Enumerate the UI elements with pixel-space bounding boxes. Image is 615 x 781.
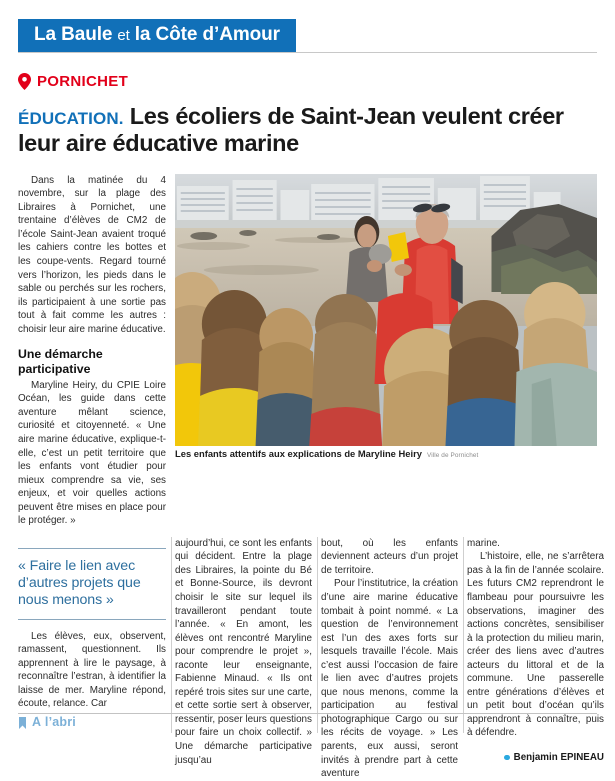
bottom-teaser-label: À l’abri	[32, 716, 76, 729]
paragraph: bout, où les enfants deviennent acteurs d’un projet de territoire.	[321, 537, 458, 576]
headline-text: Les écoliers de Saint-Jean veulent créer leur aire éducative marine	[18, 103, 564, 157]
photo-credit: Ville de Pornichet	[426, 451, 479, 459]
column-two-body	[175, 537, 312, 767]
article-subheading: Une démarche participative	[18, 347, 103, 376]
column-divider	[317, 537, 318, 733]
column-three	[321, 537, 458, 781]
paragraph: Les élèves, eux, observent, ramassent, questionnent. Ils apprennent à lire le paysage, à reconnaître l’estran, à identifier la laisse de mer. Maryline répond, écoute, relance. Car	[18, 630, 166, 710]
byline-name: Benjamin EPINEAU	[513, 751, 604, 763]
column-one-bottom	[18, 537, 166, 781]
paragraph: Maryline Heiry, du CPIE Loire Océan, les guide dans cette aventure mêlant science, curiosité et citoyenneté. « Une aire marine éducative, explique-t-elle, c’est un petit territoire que les enfants vont étudier pour mieux comprendre sa vie, ses enjeux, et voir quelles actions peuvent être mises en place pour le protéger. »	[18, 379, 166, 527]
paragraph: aujourd’hui, ce sont les enfants qui décident. Entre la plage des Libraires, la pointe du Bé et Bonne-Source, ils devront choisir le site sur lequel ils travailleront pendant toute l’année. « En amont, les élèves ont rencontré Maryline pour comprendre le projet », raconte leur enseignante, Fabienne Minaud. « Ils ont repéré trois sites sur une carte, et cette sortie sert à observer, ressentir, poser leurs questions pour faire un choix collectif. » Une démarche participative jusqu’au	[175, 537, 312, 766]
locality-line	[18, 72, 597, 90]
photo-block	[175, 174, 597, 528]
column-four	[467, 537, 604, 781]
article-byline	[467, 752, 604, 763]
article-photo	[175, 174, 597, 446]
article-columns	[18, 537, 604, 781]
section-banner-wrapper	[18, 0, 597, 53]
top-content-area	[18, 174, 597, 528]
bottom-divider	[18, 713, 597, 714]
byline-bullet-icon	[504, 755, 510, 761]
column-two	[175, 537, 312, 781]
headline-kicker: ÉDUCATION.	[18, 109, 124, 128]
banner-text-primary: La Baule	[34, 24, 113, 45]
column-divider	[171, 537, 172, 733]
pull-quote: « Faire le lien avec d’autres projets que nous menons »	[18, 548, 166, 620]
column-divider	[463, 537, 464, 733]
column-one-body	[18, 174, 166, 528]
column-four-body	[467, 537, 604, 740]
photo-caption: Les enfants attentifs aux explications de Maryline Heiry	[175, 447, 422, 459]
bookmark-icon	[18, 716, 27, 728]
article-headline	[18, 103, 597, 158]
banner-text-secondary: la Côte d’Amour	[134, 24, 280, 45]
paragraph: L’histoire, elle, ne s’arrêtera pas à la fin de l’année scolaire. Les futurs CM2 reprendront le flambeau pour poursuivre les observations, imaginer des actions concrètes, sensibiliser à la protection du milieu marin, créer des liens avec d’autres acteurs du littoral et de la commune. Une passerelle entre générations d’élèves et un petit bout d’océan qu’ils apprendront à connaître, puis à défendre.	[467, 551, 604, 739]
paragraph: marine.	[467, 537, 500, 549]
locality-name: PORNICHET	[37, 72, 129, 90]
paragraph: Pour l’institutrice, la création d’une aire marine éducative tombait à point nommé. « La question de l’environnement est l’un des axes forts sur lesquels travaille l’école. Mais c’est aussi l’occasion de faire le lien avec d’autres projets que nous menons, comme la participation au festival photographique Cargo ou sur les récits de voyage. » Les parents, eux aussi, seront invités à prendre part à cette aventure	[321, 578, 458, 780]
banner-text-conjunction: et	[117, 27, 130, 44]
column-one-top	[18, 174, 166, 528]
column-three-body	[321, 537, 458, 781]
map-pin-icon	[18, 73, 31, 90]
bottom-teaser[interactable]	[18, 716, 76, 731]
section-banner	[18, 19, 296, 52]
photo-caption-row	[175, 449, 597, 459]
paragraph: Dans la matinée du 4 novembre, sur la plage des Libraires à Pornichet, une trentaine d’élèves de CM2 de l’école Saint-Jean avaient troqué les cahiers contre les bottes et les coupe-vents. Regard tourné vers l’horizon, les pieds dans le sable ou perchés sur les rochers, ils participaient à une sortie pas tout à fait comme les autres : choisir leur aire marine éducative.	[18, 174, 166, 335]
column-one-body-continued	[18, 630, 166, 711]
